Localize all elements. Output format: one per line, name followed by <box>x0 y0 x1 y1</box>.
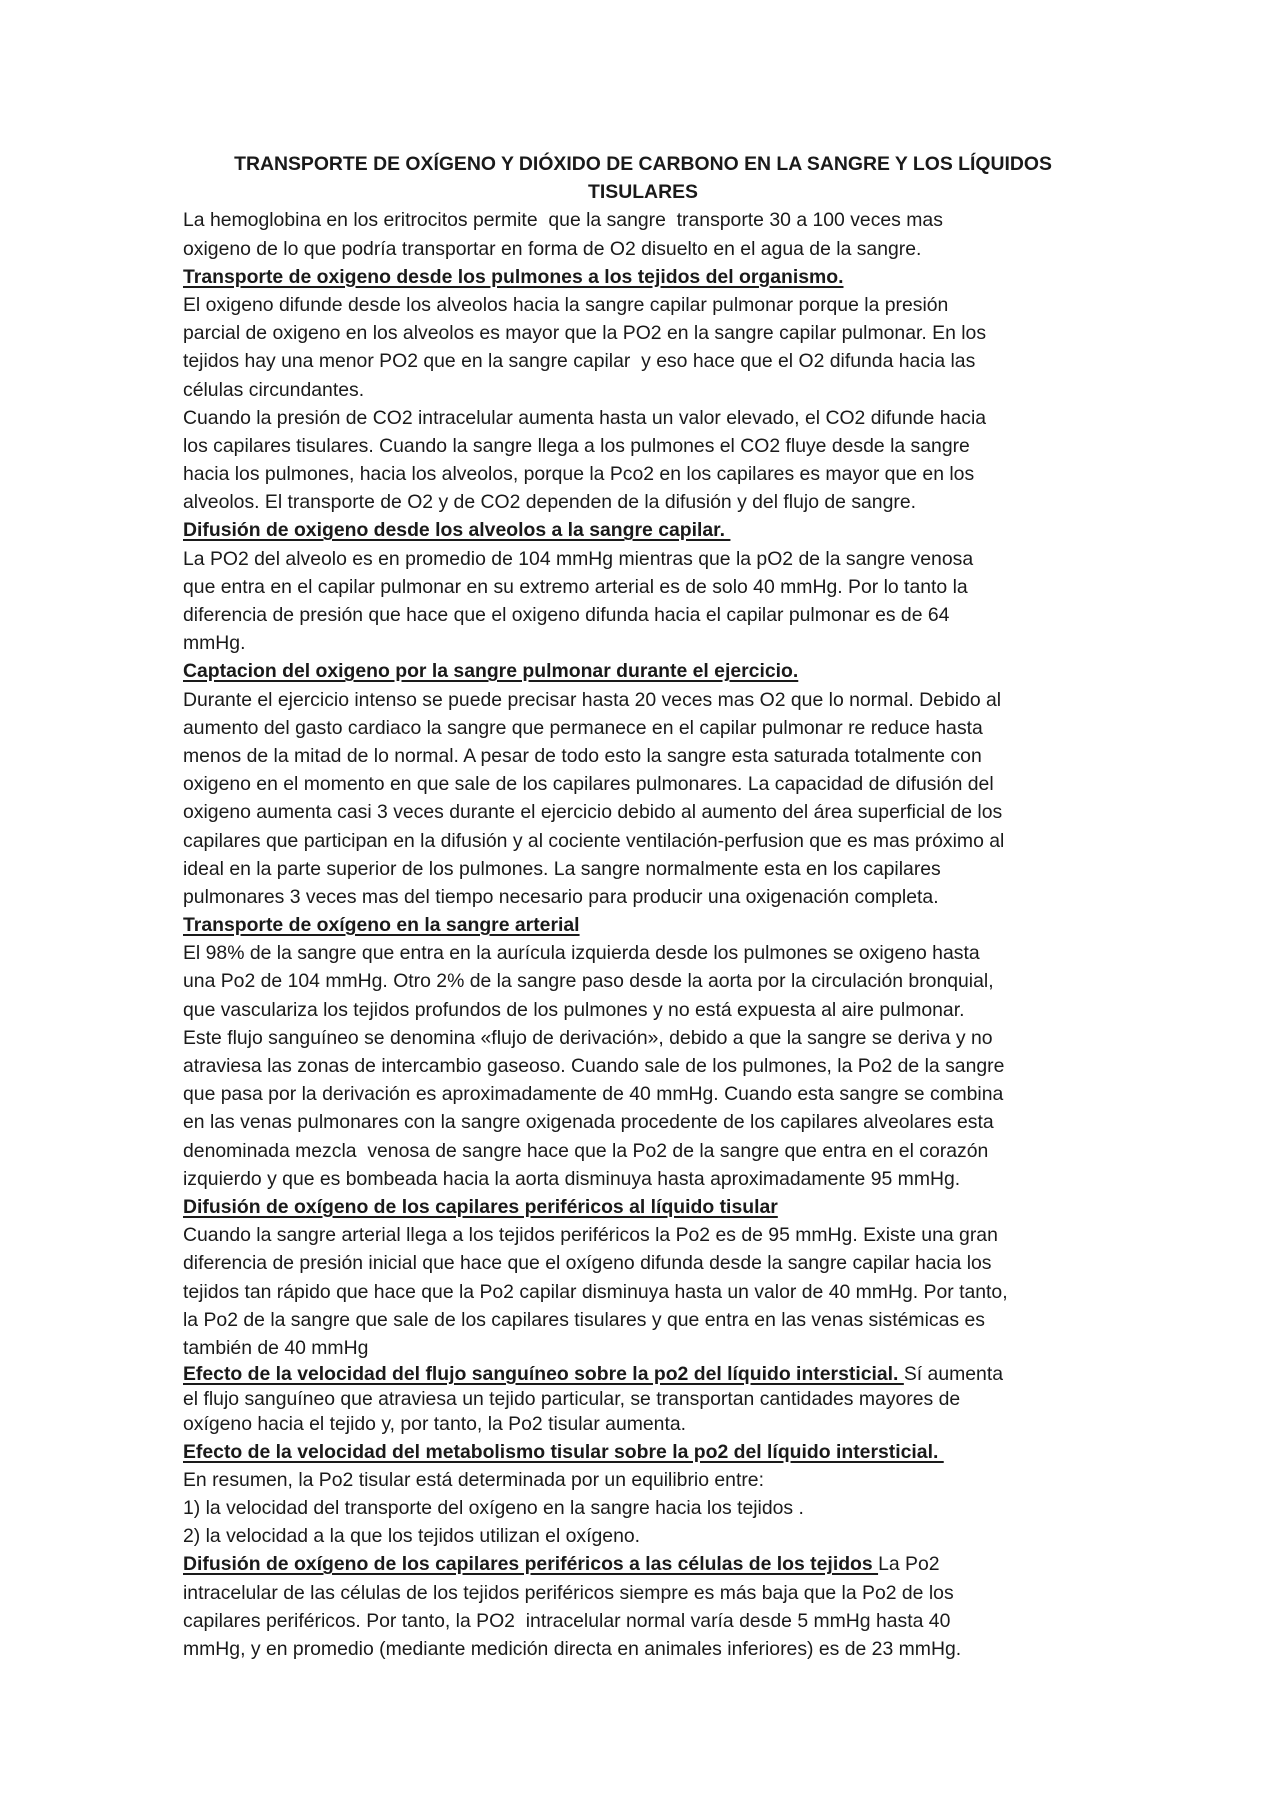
text-line <box>183 1108 1103 1136</box>
text-line <box>183 1466 1103 1494</box>
text-line <box>183 404 1103 432</box>
paragraph-text: La PO2 del alveolo es en promedio de 104 mmHg mientras que la pO2 de la sangre venosa <box>183 547 974 570</box>
section-heading-line <box>183 911 1103 939</box>
paragraph-text: tejidos tan rápido que hace que la Po2 capilar disminuya hasta un valor de 40 mmHg. Por tanto, <box>183 1280 1008 1303</box>
text-line <box>183 573 1103 601</box>
text-line <box>183 1221 1103 1249</box>
paragraph-text: Este flujo sanguíneo se denomina «flujo de derivación», debido a que la sangre se deriva y no <box>183 1026 993 1049</box>
text-line <box>183 1334 1103 1362</box>
paragraph-text: oxigeno en el momento en que sale de los capilares pulmonares. La capacidad de difusión del <box>183 773 994 796</box>
document-title-line-2: TISULARES <box>588 181 698 204</box>
paragraph-text: capilares que participan en la difusión y al cociente ventilación-perfusion que es mas próximo al <box>183 829 1005 852</box>
text-line <box>183 1635 1103 1663</box>
section-heading-line <box>183 1362 1103 1387</box>
section-heading: Captacion del oxigeno por la sangre pulmonar durante el ejercicio. <box>183 660 799 683</box>
paragraph-text: diferencia de presión inicial que hace que el oxígeno difunda desde la sangre capilar hacia los <box>183 1252 992 1275</box>
text-line <box>183 1080 1103 1108</box>
text-line <box>183 206 1103 234</box>
paragraph-text: El 98% de la sangre que entra en la aurícula izquierda desde los pulmones se oxigeno hasta <box>183 942 980 965</box>
section-heading-line <box>183 1438 1103 1466</box>
text-line <box>183 376 1103 404</box>
document-title-line-1: TRANSPORTE DE OXÍGENO Y DIÓXIDO DE CARBONO EN LA SANGRE Y LOS LÍQUIDOS <box>234 153 1052 175</box>
text-line <box>183 686 1103 714</box>
text-line <box>183 488 1103 516</box>
paragraph-text: capilares periféricos. Por tanto, la PO2 intracelular normal varía desde 5 mmHg hasta 40 <box>183 1609 951 1632</box>
text-line <box>183 432 1103 460</box>
paragraph-text: oxigeno aumenta casi 3 veces durante el ejercicio debido al aumento del área superficial de los <box>183 801 1003 824</box>
section-heading: Difusión de oxígeno de los capilares periféricos al líquido tisular <box>183 1195 778 1218</box>
paragraph-text: los capilares tisulares. Cuando la sangre llega a los pulmones el CO2 fluye desde la sangre <box>183 434 970 457</box>
text-line <box>183 1579 1103 1607</box>
paragraph-text: denominada mezcla venosa de sangre hace que la Po2 de la sangre que entra en el corazón <box>183 1139 989 1162</box>
document-page <box>183 150 1103 1663</box>
document-body <box>183 206 1103 1663</box>
paragraph-text: menos de la mitad de lo normal. A pesar de todo esto la sangre esta saturada totalmente con <box>183 744 982 767</box>
paragraph-text: que pasa por la derivación es aproximadamente de 40 mmHg. Cuando esta sangre se combina <box>183 1083 1004 1106</box>
section-heading: Efecto de la velocidad del flujo sanguíneo sobre la po2 del líquido intersticial. <box>183 1363 904 1386</box>
paragraph-text: tejidos hay una menor PO2 que en la sangre capilar y eso hace que el O2 difunda hacia las <box>183 350 976 373</box>
paragraph-text: La hemoglobina en los eritrocitos permite que la sangre transporte 30 a 100 veces mas <box>183 209 943 232</box>
text-line <box>183 798 1103 826</box>
section-heading-line <box>183 263 1103 291</box>
paragraph-text: mmHg, y en promedio (mediante medición directa en animales inferiores) es de 23 mmHg. <box>183 1637 962 1660</box>
paragraph-text: la Po2 de la sangre que sale de los capilares tisulares y que entra en las venas sistémicas es <box>183 1308 985 1331</box>
paragraph-text: oxígeno hacia el tejido y, por tanto, la Po2 tisular aumenta. <box>183 1413 687 1436</box>
paragraph-text: intracelular de las células de los tejidos periféricos siempre es más baja que la Po2 de los <box>183 1581 954 1604</box>
paragraph-text: Cuando la sangre arterial llega a los tejidos periféricos la Po2 es de 95 mmHg. Existe una gran <box>183 1224 998 1247</box>
text-line <box>183 1278 1103 1306</box>
paragraph-text: mmHg. <box>183 632 246 655</box>
text-line <box>183 629 1103 657</box>
text-line <box>183 1387 1103 1412</box>
paragraph-text: Cuando la presión de CO2 intracelular aumenta hasta un valor elevado, el CO2 difunde hacia <box>183 406 987 429</box>
paragraph-text: oxigeno de lo que podría transportar en forma de O2 disuelto en el agua de la sangre. <box>183 237 922 260</box>
paragraph-text: también de 40 mmHg <box>183 1336 369 1359</box>
text-line <box>183 855 1103 883</box>
text-line <box>183 1052 1103 1080</box>
text-line <box>183 1494 1103 1522</box>
paragraph-text: una Po2 de 104 mmHg. Otro 2% de la sangre paso desde la aorta por la circulación bronquial, <box>183 970 994 993</box>
paragraph-text: Durante el ejercicio intenso se puede precisar hasta 20 veces mas O2 que lo normal. Debido al <box>183 688 1002 711</box>
text-line <box>183 967 1103 995</box>
paragraph-text: alveolos. El transporte de O2 y de CO2 dependen de la difusión y del flujo de sangre. <box>183 491 917 514</box>
paragraph-text: 2) la velocidad a la que los tejidos utilizan el oxígeno. <box>183 1525 641 1548</box>
text-line <box>183 996 1103 1024</box>
text-line <box>183 770 1103 798</box>
paragraph-text: izquierdo y que es bombeada hacia la aorta disminuya hasta aproximadamente 95 mmHg. <box>183 1167 961 1190</box>
paragraph-text: diferencia de presión que hace que el oxigeno difunda hacia el capilar pulmonar es de 64 <box>183 604 950 626</box>
text-line <box>183 1165 1103 1193</box>
text-line <box>183 1412 1103 1437</box>
text-line <box>183 827 1103 855</box>
text-line <box>183 347 1103 375</box>
section-heading-line <box>183 516 1103 544</box>
section-heading-line <box>183 1550 1103 1578</box>
text-line <box>183 1024 1103 1052</box>
text-line <box>183 1522 1103 1550</box>
paragraph-text: En resumen, la Po2 tisular está determinada por un equilibrio entre: <box>183 1468 764 1491</box>
paragraph-text: ideal en la parte superior de los pulmones. La sangre normalmente esta en los capilares <box>183 857 941 880</box>
text-line <box>183 319 1103 347</box>
paragraph-text: células circundantes. <box>183 378 365 401</box>
text-line <box>183 460 1103 488</box>
paragraph-text: hacia los pulmones, hacia los alveolos, porque la Pco2 en los capilares es mayor que en los <box>183 463 975 486</box>
text-line <box>183 291 1103 319</box>
text-line <box>183 1607 1103 1635</box>
text-line <box>183 1249 1103 1277</box>
paragraph-text: en las venas pulmonares con la sangre oxigenada procedente de los capilares alveolares esta <box>183 1111 994 1134</box>
section-heading: Efecto de la velocidad del metabolismo tisular sobre la po2 del líquido intersticial. <box>183 1440 944 1463</box>
text-line <box>183 235 1103 263</box>
paragraph-text: pulmonares 3 veces mas del tiempo necesario para producir una oxigenación completa. <box>183 885 939 908</box>
text-line <box>183 1306 1103 1334</box>
paragraph-text: el flujo sanguíneo que atraviesa un tejido particular, se transportan cantidades mayores de <box>183 1388 961 1411</box>
paragraph-text: aumento del gasto cardiaco la sangre que permanece en el capilar pulmonar re reduce hasta <box>183 716 983 739</box>
paragraph-text: atraviesa las zonas de intercambio gaseoso. Cuando sale de los pulmones, la Po2 de la sangre <box>183 1055 1005 1077</box>
paragraph-text: La Po2 <box>878 1553 940 1576</box>
text-line <box>183 545 1103 573</box>
section-heading-line <box>183 657 1103 685</box>
paragraph-text: 1) la velocidad del transporte del oxígeno en la sangre hacia los tejidos . <box>183 1497 804 1519</box>
paragraph-text: que vasculariza los tejidos profundos de los pulmones y no está expuesta al aire pulmonar. <box>183 998 965 1021</box>
text-line <box>183 939 1103 967</box>
text-line <box>183 742 1103 770</box>
text-line <box>183 714 1103 742</box>
paragraph-text: que entra en el capilar pulmonar en su extremo arterial es de solo 40 mmHg. Por lo tanto la <box>183 575 968 598</box>
section-heading: Transporte de oxigeno desde los pulmones a los tejidos del organismo. <box>183 265 844 288</box>
text-line <box>183 883 1103 911</box>
paragraph-text: parcial de oxigeno en los alveolos es mayor que la PO2 en la sangre capilar pulmonar. En los <box>183 322 987 345</box>
section-heading: Difusión de oxigeno desde los alveolos a la sangre capilar. <box>183 519 731 542</box>
text-line <box>183 601 1103 629</box>
text-line <box>183 1137 1103 1165</box>
section-heading: Difusión de oxígeno de los capilares periféricos a las células de los tejidos <box>183 1553 879 1576</box>
section-heading: Transporte de oxígeno en la sangre arterial <box>183 914 580 937</box>
paragraph-text: El oxigeno difunde desde los alveolos hacia la sangre capilar pulmonar porque la presión <box>183 293 949 316</box>
section-heading-line <box>183 1193 1103 1221</box>
paragraph-text: Sí aumenta <box>903 1363 1003 1386</box>
